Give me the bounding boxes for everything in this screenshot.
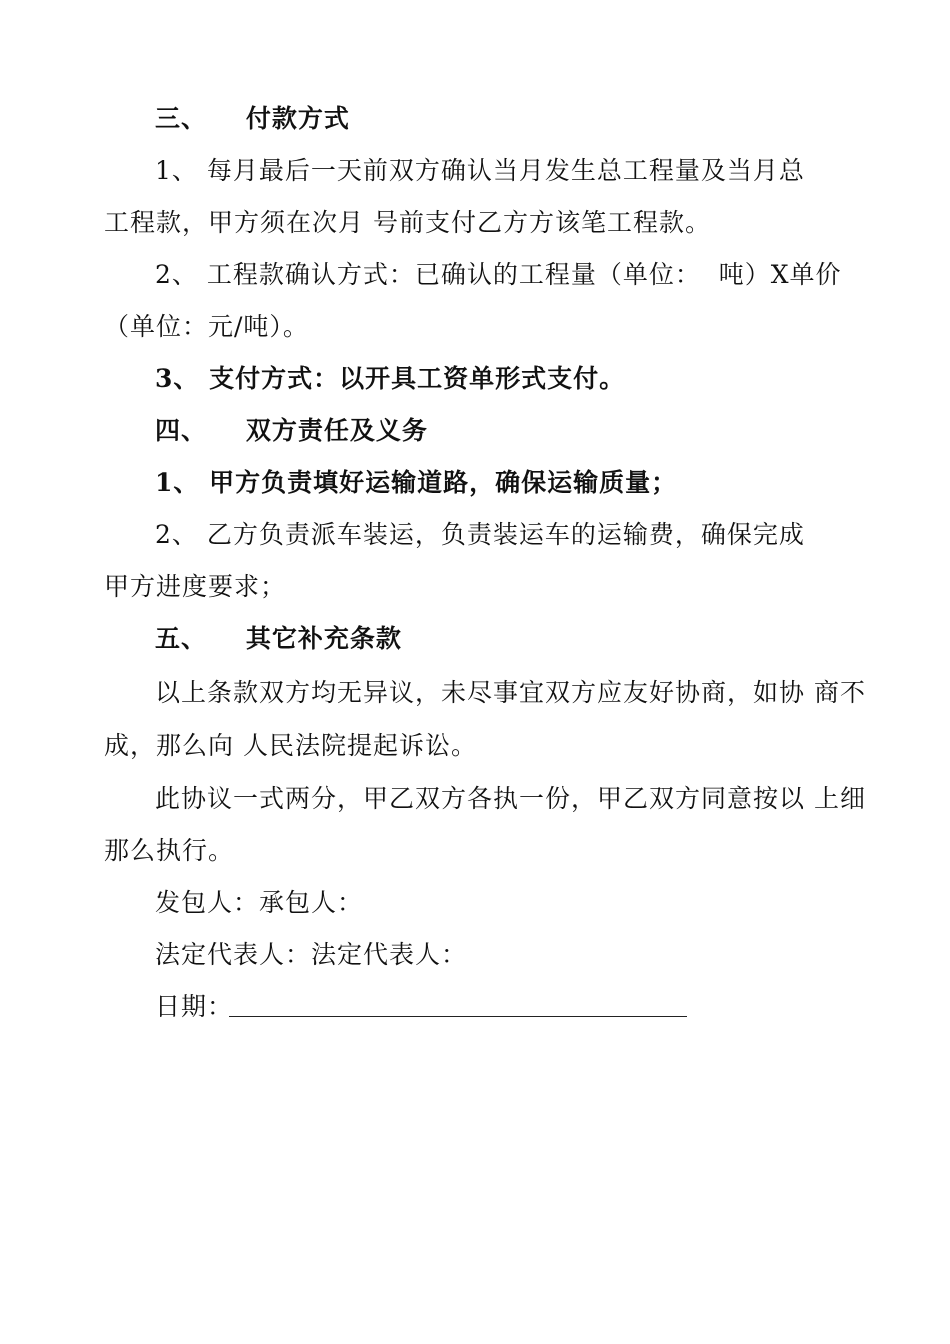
section-3-item-1-line-1: 1、 每月最后一天前双方确认当月发生总工程量及当月总 — [155, 156, 805, 185]
section-4-item-2-line-1: 2、 乙方负责派车装运，负责装运车的运输费，确保完成 — [155, 520, 805, 549]
section-5-para-2-line-1: 此协议一式两分，甲乙双方各执一份，甲乙双方同意按以 上细 — [155, 784, 866, 813]
section-3-item-3: 3、 支付方式：以开具工资单形式支付。 — [155, 364, 626, 393]
section-3-item-1-line-2: 工程款，甲方须在次月 号前支付乙方方该笔工程款。 — [104, 208, 711, 237]
section-5-heading: 五、 其它补充条款 — [155, 624, 402, 653]
section-3-item-2-line-2: （单位：元/吨）。 — [104, 312, 309, 341]
signature-representatives: 法定代表人：法定代表人： — [155, 940, 468, 969]
signature-date-label: 日期： — [155, 992, 234, 1021]
date-underline — [229, 1016, 687, 1017]
section-3-heading: 三、 付款方式 — [155, 104, 350, 133]
section-5-para-1-line-1: 以上条款双方均无异议，未尽事宜双方应友好协商，如协 商不 — [155, 678, 866, 707]
section-3-item-2-line-1: 2、 工程款确认方式：已确认的工程量（单位： 吨）X单价 — [155, 260, 842, 289]
section-4-item-2-line-2: 甲方进度要求； — [104, 572, 287, 601]
section-4-heading: 四、 双方责任及义务 — [155, 416, 428, 445]
signature-parties: 发包人：承包人： — [155, 888, 364, 917]
section-5-para-1-line-2: 成，那么向 人民法院提起诉讼。 — [104, 731, 477, 760]
section-4-item-1: 1、 甲方负责填好运输道路，确保运输质量； — [155, 468, 678, 497]
section-5-para-2-line-2: 那么执行。 — [104, 836, 235, 865]
